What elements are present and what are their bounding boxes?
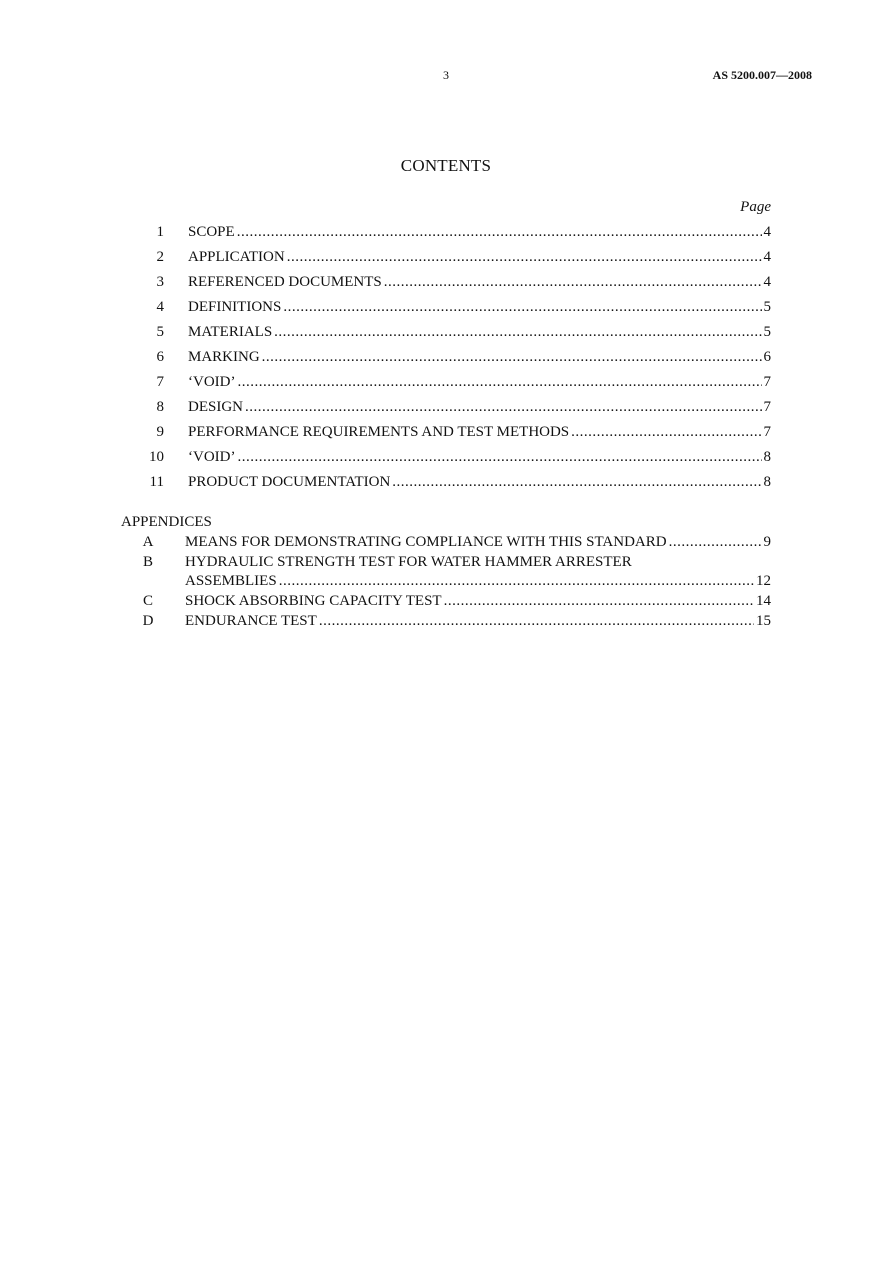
toc-item-title: PERFORMANCE REQUIREMENTS AND TEST METHODS <box>188 424 570 440</box>
toc-item-title: ‘VOID’ <box>188 449 236 465</box>
toc-item[interactable] <box>0 446 892 468</box>
dot-leader <box>237 371 761 393</box>
toc-item[interactable] <box>0 246 892 268</box>
dot-leader <box>237 446 761 468</box>
appendices-heading: APPENDICES <box>121 514 212 530</box>
toc-item-number: 7 <box>156 374 164 390</box>
appendix-title: ENDURANCE TEST <box>185 613 317 629</box>
toc-item-number: 11 <box>149 474 164 490</box>
toc-item-title: SCOPE <box>188 224 235 240</box>
toc-item[interactable] <box>0 221 892 243</box>
dot-leader <box>274 321 761 343</box>
toc-item-page: 4 <box>763 224 771 240</box>
appendix-page: 9 <box>763 534 771 550</box>
toc-item[interactable] <box>0 346 892 368</box>
toc-item-number: 4 <box>156 299 164 315</box>
document-id: AS 5200.007—2008 <box>712 68 812 82</box>
toc-item[interactable] <box>0 371 892 393</box>
dot-leader <box>245 396 762 418</box>
toc-item[interactable] <box>0 471 892 493</box>
toc-item-number: 8 <box>156 399 164 415</box>
toc-item-number: 1 <box>156 224 164 240</box>
toc-item[interactable] <box>0 421 892 443</box>
page-column-label: Page <box>740 199 771 215</box>
toc-item-number: 9 <box>156 424 164 440</box>
toc-item-page: 4 <box>763 249 771 265</box>
toc-item-number: 6 <box>156 349 164 365</box>
toc-item[interactable] <box>0 296 892 318</box>
toc-item-number: 10 <box>149 449 164 465</box>
dot-leader <box>669 532 762 552</box>
appendix-item-continuation[interactable] <box>0 571 892 591</box>
toc-item-title: ‘VOID’ <box>188 374 236 390</box>
toc-item-number: 3 <box>156 274 164 290</box>
toc-item-title: DESIGN <box>188 399 243 415</box>
toc-item-page: 4 <box>763 274 771 290</box>
dot-leader <box>384 271 762 293</box>
toc-item-page: 7 <box>763 424 771 440</box>
appendix-item[interactable] <box>0 591 892 611</box>
appendix-page: 12 <box>756 573 771 589</box>
dot-leader <box>283 296 761 318</box>
toc-item-page: 5 <box>763 299 771 315</box>
toc-item-page: 6 <box>763 349 771 365</box>
toc-item-title: REFERENCED DOCUMENTS <box>188 274 382 290</box>
dot-leader <box>444 591 754 611</box>
toc-item-page: 7 <box>763 374 771 390</box>
dot-leader <box>319 611 754 631</box>
appendix-title-line1: HYDRAULIC STRENGTH TEST FOR WATER HAMMER ARRESTER <box>185 554 632 570</box>
dot-leader <box>571 421 761 443</box>
appendix-item[interactable] <box>0 552 892 572</box>
toc-item[interactable] <box>0 396 892 418</box>
appendix-title: MEANS FOR DEMONSTRATING COMPLIANCE WITH THIS STANDARD <box>185 534 667 550</box>
toc-item-number: 2 <box>156 249 164 265</box>
appendix-letter: C <box>142 593 153 609</box>
appendix-page: 14 <box>756 593 771 609</box>
appendix-item[interactable] <box>0 532 892 552</box>
dot-leader <box>237 221 762 243</box>
toc-item-page: 5 <box>763 324 771 340</box>
appendix-title: SHOCK ABSORBING CAPACITY TEST <box>185 593 442 609</box>
dot-leader <box>279 571 754 591</box>
dot-leader <box>262 346 762 368</box>
toc-item-number: 5 <box>156 324 164 340</box>
appendix-page: 15 <box>756 613 771 629</box>
toc-item-title: DEFINITIONS <box>188 299 282 315</box>
appendix-letter: D <box>142 613 154 629</box>
toc-item-page: 8 <box>763 474 771 490</box>
contents-title: CONTENTS <box>400 156 492 175</box>
appendix-letter: A <box>142 534 154 550</box>
toc-item-title: APPLICATION <box>188 249 285 265</box>
toc-item-page: 7 <box>763 399 771 415</box>
toc-item[interactable] <box>0 271 892 293</box>
dot-leader <box>392 471 761 493</box>
toc-item-title: MATERIALS <box>188 324 273 340</box>
dot-leader <box>287 246 762 268</box>
appendix-letter: B <box>142 554 153 570</box>
toc-item-page: 8 <box>763 449 771 465</box>
page-number: 3 <box>443 68 449 82</box>
toc-item-title: PRODUCT DOCUMENTATION <box>188 474 391 490</box>
appendix-title-line2: ASSEMBLIES <box>185 573 277 589</box>
toc-item-title: MARKING <box>188 349 260 365</box>
appendix-item[interactable] <box>0 611 892 631</box>
toc-item[interactable] <box>0 321 892 343</box>
